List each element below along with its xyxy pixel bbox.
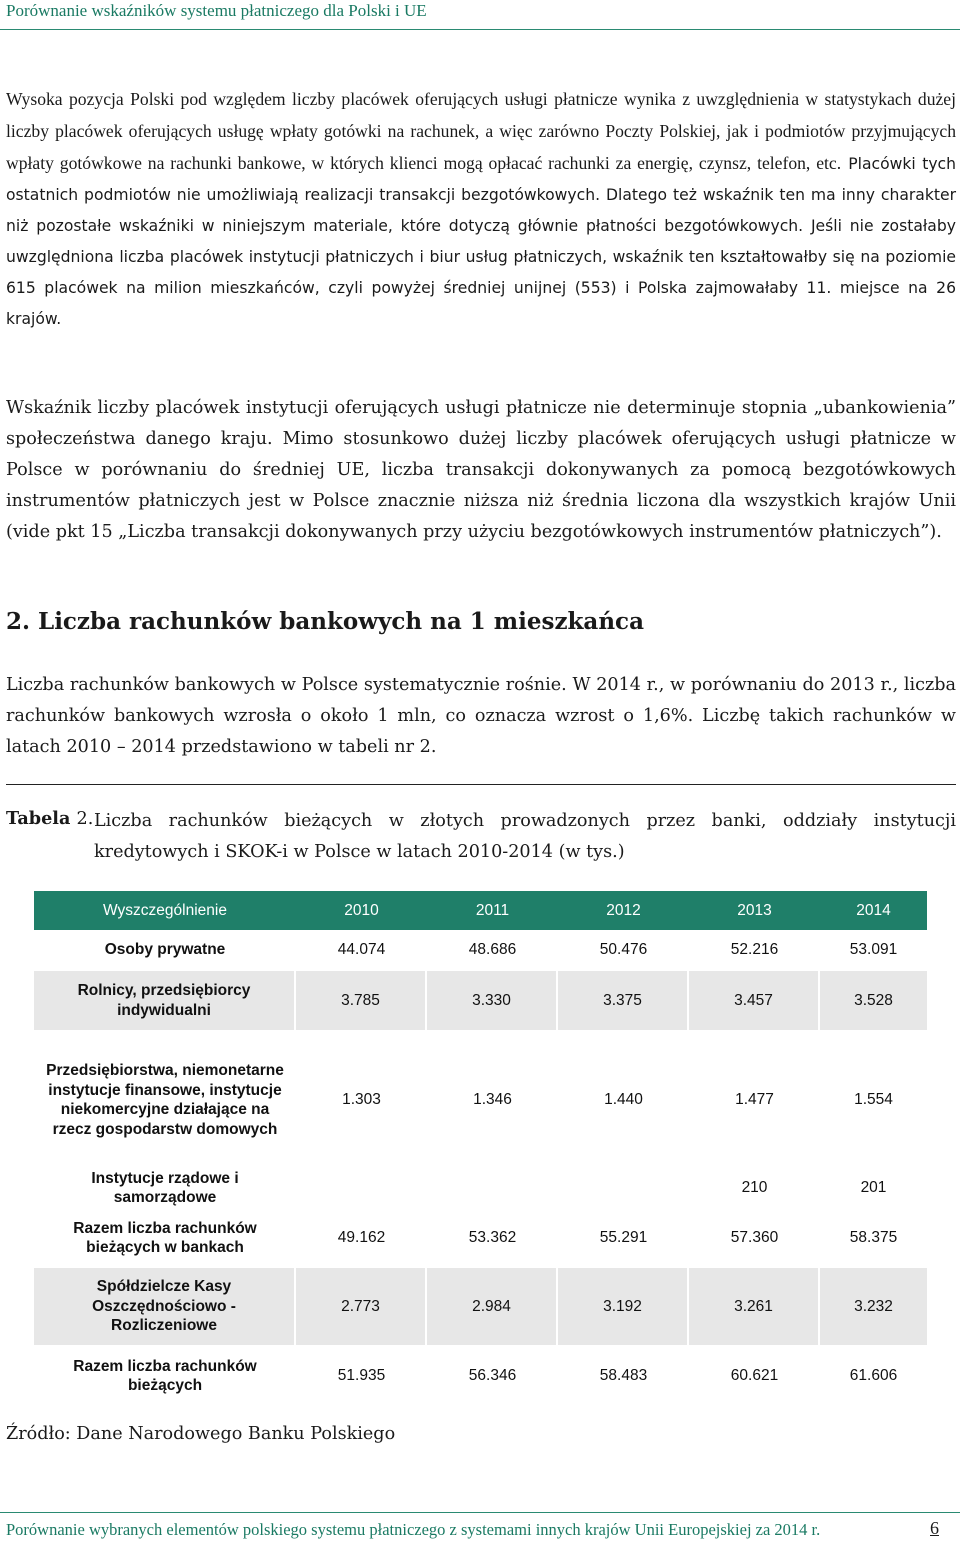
table-header-row bbox=[34, 891, 927, 930]
table-cell bbox=[296, 1165, 427, 1211]
table-cell: 1.440 bbox=[604, 1091, 643, 1108]
table-cell: 60.621 bbox=[730, 1367, 779, 1384]
table-cell: 50.476 bbox=[599, 941, 648, 958]
row-label: Spółdzielcze Kasy Oszczędnościowo - Rozliczeniowe bbox=[34, 1268, 296, 1345]
page-number: 6 bbox=[930, 1518, 939, 1538]
source-note: Źródło: Dane Narodowego Banku Polskiego bbox=[6, 1424, 396, 1444]
table-cell: 51.935 bbox=[337, 1367, 386, 1384]
table-row bbox=[34, 1268, 927, 1345]
section-title: 2. Liczba rachunków bankowych na 1 mieszkańca bbox=[6, 608, 644, 635]
table-cell: 49.162 bbox=[337, 1229, 386, 1246]
table-cell: 1.477 bbox=[735, 1091, 774, 1108]
table-cell: 3.261 bbox=[689, 1268, 820, 1345]
row-label: Osoby prywatne bbox=[104, 941, 226, 959]
table-cell: 1.303 bbox=[342, 1091, 381, 1108]
table-cell: 3.232 bbox=[854, 1297, 893, 1315]
footer-title: Porównanie wybranych elementów polskiego systemu płatniczego z systemami innych krajów Unii Europejskiej za 2014 r. bbox=[6, 1520, 821, 1539]
table-row bbox=[34, 1351, 927, 1401]
table-caption-label bbox=[6, 808, 93, 829]
table-caption-number: 2. bbox=[76, 809, 94, 829]
table-cell bbox=[558, 1165, 689, 1211]
table-cell: 53.362 bbox=[468, 1229, 517, 1246]
header-cell: 2010 bbox=[344, 901, 379, 919]
paragraph-placowki-part2: Placówki tych ostatnich podmiotów nie umożliwiają realizacji transakcji bezgotówkowych. Dlatego też wskaźnik ten ma inny charakter niż pozostałe wskaźniki w niniejszym materiale, które dotyczą głównie płatności bezgotówkowych. Jeśli nie zostałaby uwzględniona liczba placówek instytucji płatniczych i biur usług płatniczych, wskaźnik ten kształtowałby się na poziomie 615 placówek na milion mieszkańców, czyli powyżej średniej unijnej (553) i Polska zajmowałaby 11. miejsce na 26 krajów. bbox=[6, 155, 957, 328]
table-caption-text: Liczba rachunków bieżących w złotych prowadzonych przez banki, oddziały instytucji kredytowych i SKOK-i w Polsce w latach 2010-2014 (w tys.) bbox=[94, 811, 956, 862]
table-row bbox=[34, 971, 927, 1030]
header-divider bbox=[0, 29, 960, 30]
table-row bbox=[34, 933, 927, 967]
table-cell: 55.291 bbox=[599, 1229, 648, 1246]
header-cell: Wyszczególnienie bbox=[103, 901, 227, 919]
table-cell: 58.483 bbox=[599, 1367, 648, 1384]
table-cell: 58.375 bbox=[849, 1229, 898, 1246]
header-cell: 2014 bbox=[856, 901, 891, 919]
table-cell: 44.074 bbox=[337, 941, 386, 958]
paragraph-placowki-part1: Wysoka pozycja Polski pod względem liczby placówek oferujących usługi płatnicze wynika z uwzględnienia w statystykach dużej liczby placówek oferujących usługę wpłaty gotówki na rachunek, a więc zarówno Poczty Polskiej, jak i podmiotów przyjmujących wpłaty gotówkowe na rachunki bankowe, w których klienci mogą opłacać rachunki za energię, czynsz, telefon, etc. bbox=[6, 89, 956, 173]
caption-divider bbox=[6, 784, 956, 785]
table-cell: 2.984 bbox=[427, 1268, 558, 1345]
table-cell: 61.606 bbox=[849, 1367, 898, 1384]
table-cell: 2.773 bbox=[296, 1268, 427, 1345]
table-cell: 1.554 bbox=[854, 1091, 893, 1108]
table-cell: 201 bbox=[860, 1179, 887, 1196]
page-header bbox=[0, 0, 960, 34]
table-cell: 3.457 bbox=[689, 971, 820, 1030]
table-cell: 3.375 bbox=[558, 971, 689, 1030]
table-row bbox=[34, 1165, 927, 1211]
header-cell: 2011 bbox=[475, 901, 510, 919]
table-cell: 3.785 bbox=[296, 971, 427, 1030]
paragraph-ubankowienie: Wskaźnik liczby placówek instytucji oferujących usługi płatnicze nie determinuje stopnia „ubankowienia” społeczeństwa danego kraju. Mimo stosunkowo dużej liczby placówek oferujących usługi płatnicze w Polsce w porównaniu do średniej UE, liczba transakcji dokonywanych za pomocą bezgotówkowych instrumentów płatniczych jest w Polsce znacznie niższa niż średnia liczona dla wszystkich krajów Unii (vide pkt 15 „Liczba transakcji dokonywanych przy użyciu bezgotówkowych instrumentów płatniczych”). bbox=[6, 398, 956, 542]
table-caption-word: Tabela bbox=[6, 808, 71, 829]
row-label: Przedsiębiorstwa, niemonetarne instytucje finansowe, instytucje niekomercyjne działające na rzecz gospodarstw domowych bbox=[46, 1062, 284, 1138]
table-cell: 210 bbox=[741, 1179, 768, 1196]
table-cell bbox=[427, 1165, 558, 1211]
row-label: Rolnicy, przedsiębiorcy indywidualni bbox=[34, 971, 296, 1030]
table-row bbox=[34, 1215, 927, 1261]
paragraph-rachunki: Liczba rachunków bankowych w Polsce systematycznie rośnie. W 2014 r., w porównaniu do 2013 r., liczba rachunków bankowych wzrosła o około 1 mln, co oznacza wzrost o 1,6%. Liczbę takich rachunków w latach 2010 – 2014 przedstawiono w tabeli nr 2. bbox=[6, 675, 956, 757]
table-cell: 56.346 bbox=[468, 1367, 517, 1384]
table-cell: 57.360 bbox=[730, 1229, 779, 1246]
table-cell: 53.091 bbox=[849, 941, 898, 958]
header-cell: 2013 bbox=[737, 901, 772, 919]
row-label: Razem liczba rachunków bieżących w bankach bbox=[73, 1219, 257, 1256]
row-label: Instytucje rządowe i samorządowe bbox=[91, 1169, 239, 1206]
table-cell: 3.192 bbox=[558, 1268, 689, 1345]
table-cell: 3.528 bbox=[854, 991, 893, 1009]
row-label: Razem liczba rachunków bieżących bbox=[73, 1357, 257, 1394]
header-title: Porównanie wskaźników systemu płatniczego dla Polski i UE bbox=[6, 1, 427, 20]
table-cell: 52.216 bbox=[730, 941, 779, 958]
table-cell: 3.330 bbox=[427, 971, 558, 1030]
table-cell: 1.346 bbox=[473, 1091, 512, 1108]
table-cell: 48.686 bbox=[468, 941, 517, 958]
paragraph-placowki bbox=[6, 84, 956, 335]
table-row bbox=[34, 1037, 927, 1163]
header-cell: 2012 bbox=[606, 901, 641, 919]
footer-divider bbox=[0, 1512, 960, 1513]
